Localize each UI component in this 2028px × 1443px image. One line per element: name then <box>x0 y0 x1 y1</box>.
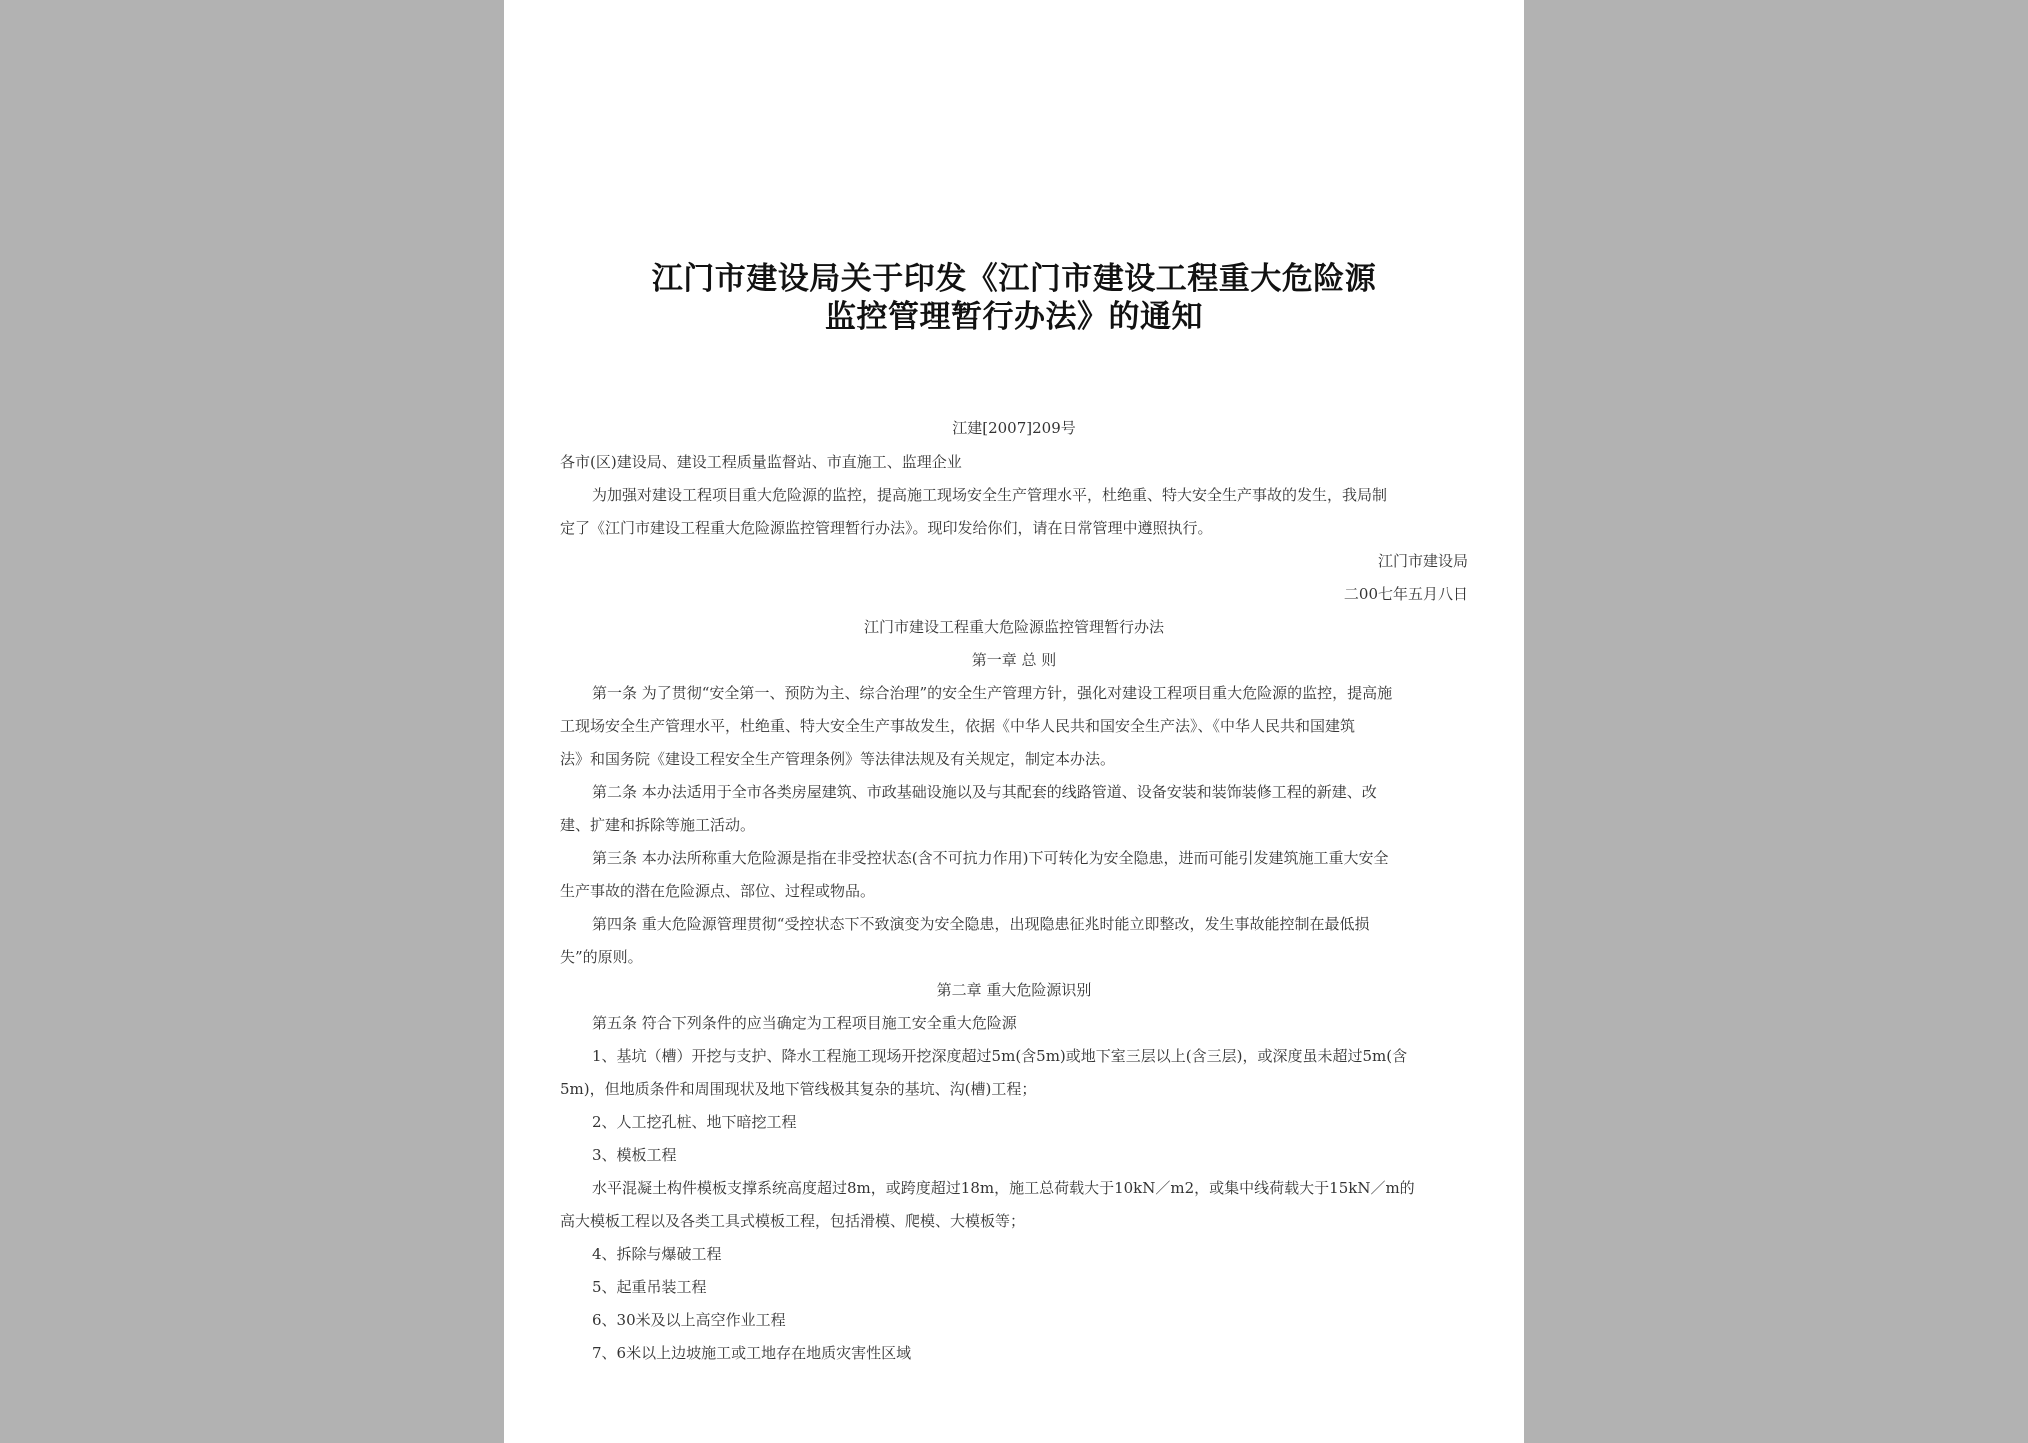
article-line: 第三条 本办法所称重大危险源是指在非受控状态(含不可抗力作用)下可转化为安全隐患，进而可能引发建筑施工重大安全 <box>592 849 1389 867</box>
list-item-line: 5、起重吊装工程 <box>592 1278 707 1296</box>
list-item-line: 3、模板工程 <box>592 1146 677 1164</box>
notice-paragraph-line: 定了《江门市建设工程重大危险源监控管理暂行办法》。现印发给你们，请在日常管理中遵照执行。 <box>560 519 1213 537</box>
list-item-line: 6、30米及以上高空作业工程 <box>592 1311 786 1329</box>
article-line: 第二条 本办法适用于全市各类房屋建筑、市政基础设施以及与其配套的线路管道、设备安装和装饰装修工程的新建、改 <box>592 783 1377 801</box>
article-line: 第五条 符合下列条件的应当确定为工程项目施工安全重大危险源 <box>592 1014 1017 1032</box>
issue-date: 二00七年五月八日 <box>1343 585 1468 603</box>
article-line: 失”的原则。 <box>560 948 643 966</box>
document-content <box>560 260 1468 1370</box>
list-item-line: 4、拆除与爆破工程 <box>592 1245 722 1263</box>
article-line: 建、扩建和拆除等施工活动。 <box>560 816 756 834</box>
attachment-title: 江门市建设工程重大危险源监控管理暂行办法 <box>863 618 1164 636</box>
list-item-line: 2、人工挖孔桩、地下暗挖工程 <box>592 1113 797 1131</box>
issuer-signature: 江门市建设局 <box>1377 552 1468 570</box>
notice-paragraph-line: 为加强对建设工程项目重大危险源的监控，提高施工现场安全生产管理水平，杜绝重、特大安全生产事故的发生，我局制 <box>592 486 1388 504</box>
article-line: 生产事故的潜在危险源点、部位、过程或物品。 <box>560 882 876 900</box>
addressee: 各市(区)建设局、建设工程质量监督站、市直施工、监理企业 <box>560 453 962 471</box>
chapter-heading: 第二章 重大危险源识别 <box>936 981 1092 999</box>
title-line-2: 监控管理暂行办法》的通知 <box>825 299 1203 335</box>
document-number: 江建[2007]209号 <box>952 419 1076 437</box>
list-item-line: 7、6米以上边坡施工或工地存在地质灾害性区域 <box>592 1344 912 1362</box>
list-item-line: 5m)，但地质条件和周围现状及地下管线极其复杂的基坑、沟(槽)工程； <box>560 1080 1037 1098</box>
article-line: 第一条 为了贯彻“安全第一、预防为主、综合治理”的安全生产管理方针，强化对建设工程项目重大危险源的监控，提高施 <box>592 684 1393 702</box>
document-title <box>560 260 1468 336</box>
list-item-line: 水平混凝土构件模板支撑系统高度超过8m，或跨度超过18m，施工总荷载大于10kN／m2，或集中线荷载大于15kN／m的 <box>592 1179 1415 1197</box>
article-line: 法》和国务院《建设工程安全生产管理条例》等法律法规及有关规定，制定本办法。 <box>560 750 1116 768</box>
chapter-heading: 第一章 总 则 <box>971 651 1057 669</box>
article-line: 第四条 重大危险源管理贯彻“受控状态下不致演变为安全隐患，出现隐患征兆时能立即整改，发生事故能控制在最低损 <box>592 915 1370 933</box>
document-page <box>504 0 1524 1443</box>
article-line: 工现场安全生产管理水平，杜绝重、特大安全生产事故发生，依据《中华人民共和国安全生产法》、《中华人民共和国建筑 <box>560 717 1356 735</box>
list-item-line: 1、基坑（槽）开挖与支护、降水工程施工现场开挖深度超过5m(含5m)或地下室三层以上(含三层)，或深度虽未超过5m(含 <box>592 1047 1408 1065</box>
list-item-line: 高大模板工程以及各类工具式模板工程，包括滑模、爬模、大模板等； <box>560 1212 1026 1230</box>
title-line-1: 江门市建设局关于印发《江门市建设工程重大危险源 <box>651 261 1377 297</box>
